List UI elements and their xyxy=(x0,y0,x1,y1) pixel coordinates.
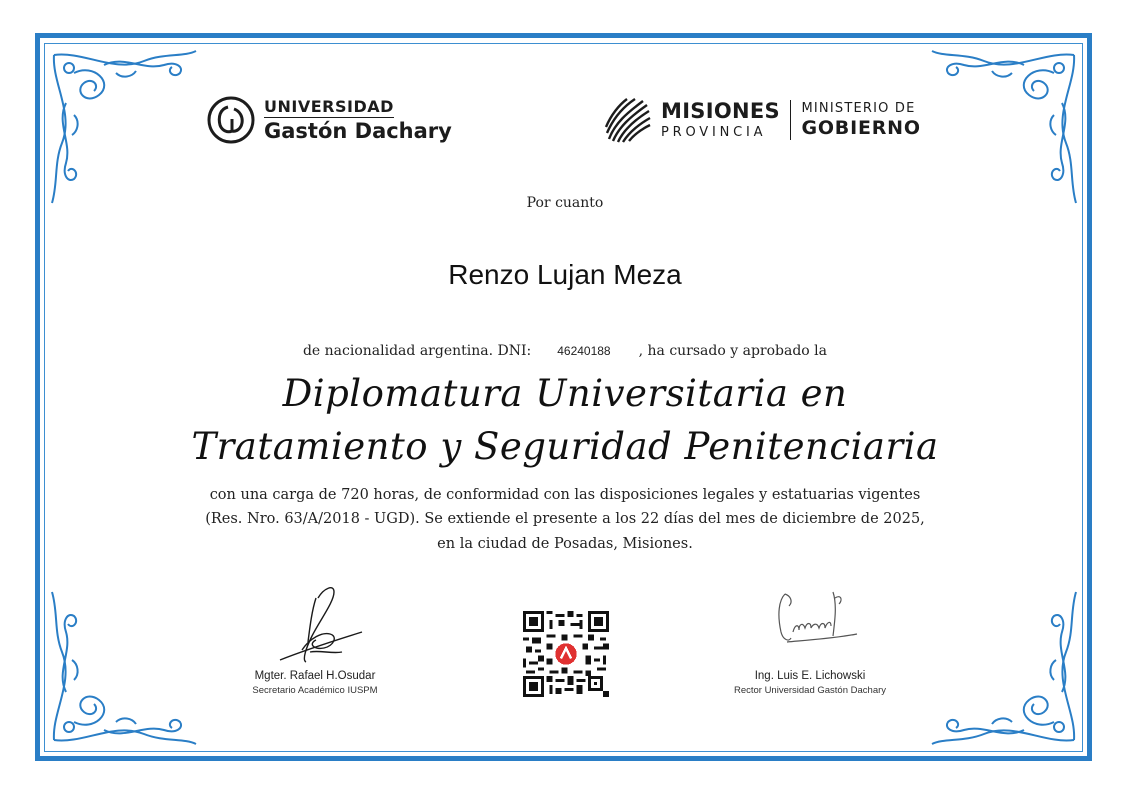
certificate-intro: Por cuanto xyxy=(526,195,604,211)
signature-right-role: Rector Universidad Gastón Dachary xyxy=(733,685,887,696)
logo-separator xyxy=(790,100,792,140)
province-logo-line1: MISIONES xyxy=(661,99,780,123)
qr-code-icon[interactable] xyxy=(523,611,609,697)
nationality-line xyxy=(0,343,1130,359)
nationality-prefix: de nacionalidad argentina. DNI: xyxy=(302,343,532,359)
university-logo-line1: UNIVERSIDAD xyxy=(264,96,394,116)
recipient-name: Renzo Lujan Meza xyxy=(448,259,682,290)
program-title-line2: Tratamiento y Seguridad Penitenciaria xyxy=(191,425,939,468)
corner-ornament-top-right xyxy=(924,43,1084,213)
signature-block-right xyxy=(710,580,910,696)
dni-value: 46240188 xyxy=(557,344,611,358)
corner-ornament-top-left xyxy=(44,43,204,213)
university-logo-line2: Gastón Dachary xyxy=(264,118,452,143)
signature-left-image xyxy=(250,580,380,670)
certificate-body-line1: con una carga de 720 horas, de conformidad con las disposiciones legales y estatuarias vigentes xyxy=(209,487,921,503)
certificate-body-line3: en la ciudad de Posadas, Misiones. xyxy=(437,536,693,552)
signature-right-image xyxy=(745,580,875,670)
corner-ornament-bottom-right xyxy=(924,582,1084,752)
program-title-line1: Diplomatura Universitaria en xyxy=(282,372,848,415)
nationality-suffix: , ha cursado y aprobado la xyxy=(638,343,828,359)
corner-ornament-bottom-left xyxy=(44,582,204,752)
ministry-logo-line1: MINISTERIO DE xyxy=(801,101,916,116)
signature-right-name: Ing. Luis E. Lichowski xyxy=(754,670,866,682)
signature-left-name: Mgter. Rafael H.Osudar xyxy=(254,670,376,682)
signature-left-role: Secretario Académico IUSPM xyxy=(252,685,378,696)
ugd-logo-icon xyxy=(206,95,256,145)
university-logo xyxy=(206,95,452,145)
certificate-body-line2: (Res. Nro. 63/A/2018 - UGD). Se extiende el presente a los 22 días del mes de diciembre de 2025, xyxy=(205,511,925,527)
fingerprint-logo-icon xyxy=(603,93,657,147)
ministry-logo-line2: GOBIERNO xyxy=(801,117,921,139)
signature-block-left xyxy=(215,580,415,696)
province-logo xyxy=(603,93,921,147)
province-logo-line2: PROVINCIA xyxy=(661,125,767,140)
